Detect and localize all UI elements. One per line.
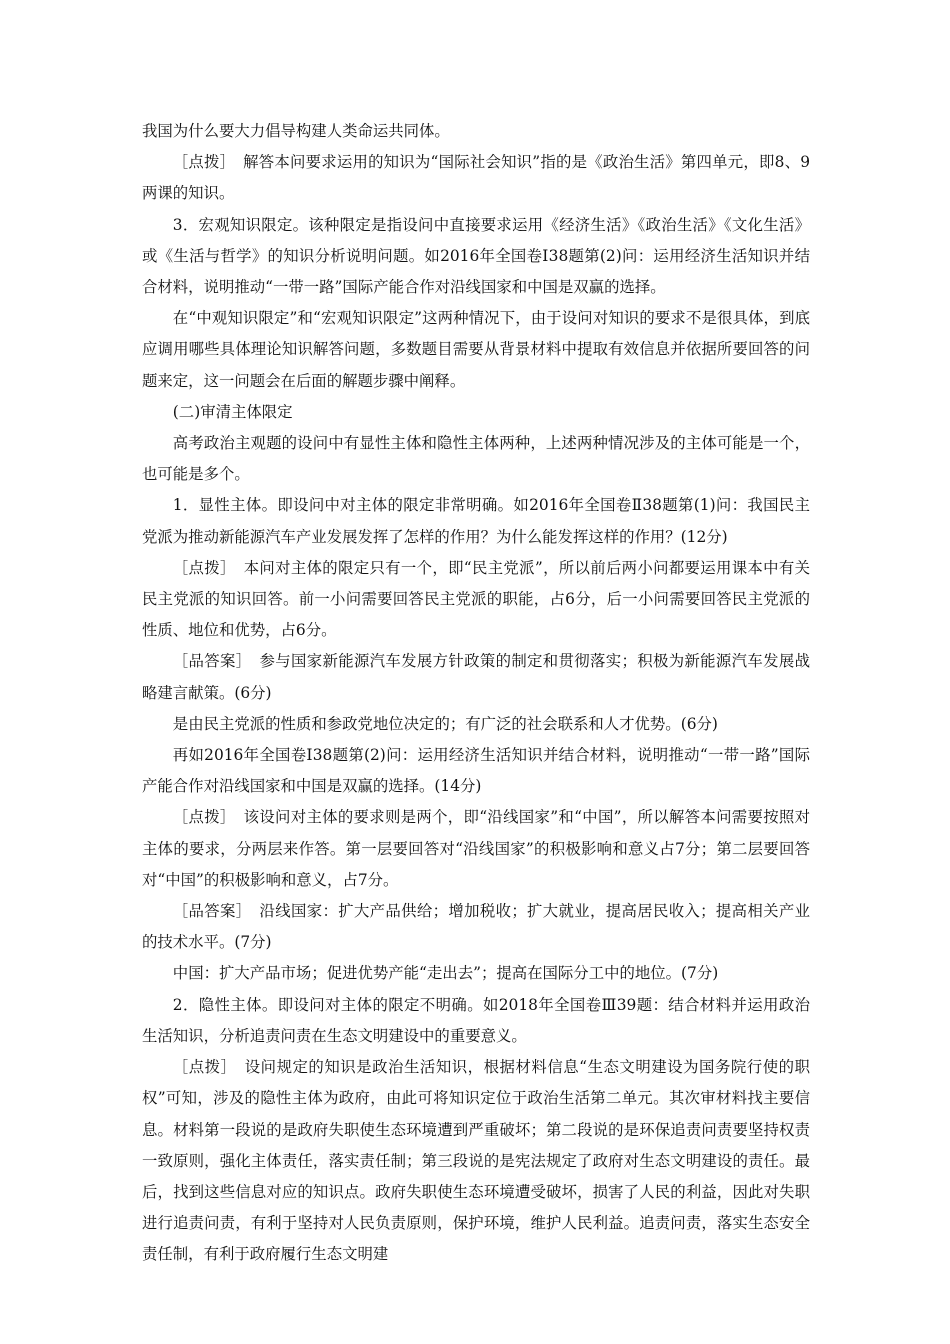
paragraph: 中国：扩大产品市场；促进优势产能“走出去”；提高在国际分工中的地位。(7分) <box>172 964 719 983</box>
section-heading: (二)审清主体限定 <box>172 402 293 421</box>
paragraph: 2．隐性主体。即设问对主体的限定不明确。如2018年全国卷Ⅲ39题：结合材料并运用政治生活知识，分析追责问责在生态文明建设中的重要意义。 <box>142 995 810 1045</box>
paragraph: 再如2016年全国卷Ⅰ38题第(2)问：运用经济生活知识并结合材料，说明推动“一带一路”国际产能合作对沿线国家和中国是双赢的选择。(14分) <box>142 746 810 796</box>
paragraph: 3．宏观知识限定。该种限定是指设问中直接要求运用《经济生活》《政治生活》《文化生活》或《生活与哲学》的知识分析说明问题。如2016年全国卷Ⅰ38题第(2)问：运用经济生活知识并结合材料，说明推动“一带一路”国际产能合作对沿线国家和中国是双赢的选择。 <box>142 215 810 297</box>
document-body <box>142 116 810 1271</box>
paragraph: ［品答案］ 参与国家新能源汽车发展方针政策的制定和贯彻落实；积极为新能源汽车发展战略建言献策。(6分) <box>142 652 810 702</box>
paragraph: ［点拨］ 该设问对主体的要求则是两个，即“沿线国家”和“中国”，所以解答本问需要按照对主体的要求，分两层来作答。第一层要回答对“沿线国家”的积极影响和意义占7分；第二层要回答对“中国”的积极影响和意义，占7分。 <box>142 808 810 889</box>
paragraph: 1．显性主体。即设问中对主体的限定非常明确。如2016年全国卷Ⅱ38题第(1)问：我国民主党派为推动新能源汽车产业发展发挥了怎样的作用？为什么能发挥这样的作用？(12分) <box>142 496 810 546</box>
paragraph: 在“中观知识限定”和“宏观知识限定”这两种情况下，由于设问对知识的要求不是很具体，到底应调用哪些具体理论知识解答问题，多数题目需要从背景材料中提取有效信息并依据所要回答的问题来定，这一问题会在后面的解题步骤中阐释。 <box>142 309 810 390</box>
paragraph: ［点拨］ 解答本问要求运用的知识为“国际社会知识”指的是《政治生活》第四单元，即8、9两课的知识。 <box>142 153 810 203</box>
paragraph: ［点拨］ 设问规定的知识是政治生活知识，根据材料信息“生态文明建设为国务院行使的职权”可知，涉及的隐性主体为政府，由此可将知识定位于政治生活第二单元。其次审材料找主要信息。材料第一段说的是政府失职使生态环境遭到严重破坏；第二段说的是环保追责问责要坚持权责一致原则，强化主体责任，落实责任制；第三段说的是宪法规定了政府对生态文明建设的责任。最后，找到这些信息对应的知识点。政府失职使生态环境遭受破坏，损害了人民的利益，因此对失职进行追责问责，有利于坚持对人民负责原则，保护环境，维护人民利益。追责问责，落实生态安全责任制，有利于政府履行生态文明建 <box>142 1058 810 1264</box>
paragraph: 我国为什么要大力倡导构建人类命运共同体。 <box>142 122 450 140</box>
paragraph: 是由民主党派的性质和参政党地位决定的；有广泛的社会联系和人才优势。(6分) <box>172 714 718 733</box>
paragraph: ［品答案］ 沿线国家：扩大产品供给；增加税收；扩大就业，提高居民收入；提高相关产业的技术水平。(7分) <box>142 902 810 952</box>
paragraph: 高考政治主观题的设问中有显性主体和隐性主体两种，上述两种情况涉及的主体可能是一个，也可能是多个。 <box>142 434 810 484</box>
paragraph: ［点拨］ 本问对主体的限定只有一个，即“民主党派”，所以前后两小问都要运用课本中有关民主党派的知识回答。前一小问需要回答民主党派的职能，占6分，后一小问需要回答民主党派的性质、地位和优势，占6分。 <box>142 558 810 640</box>
